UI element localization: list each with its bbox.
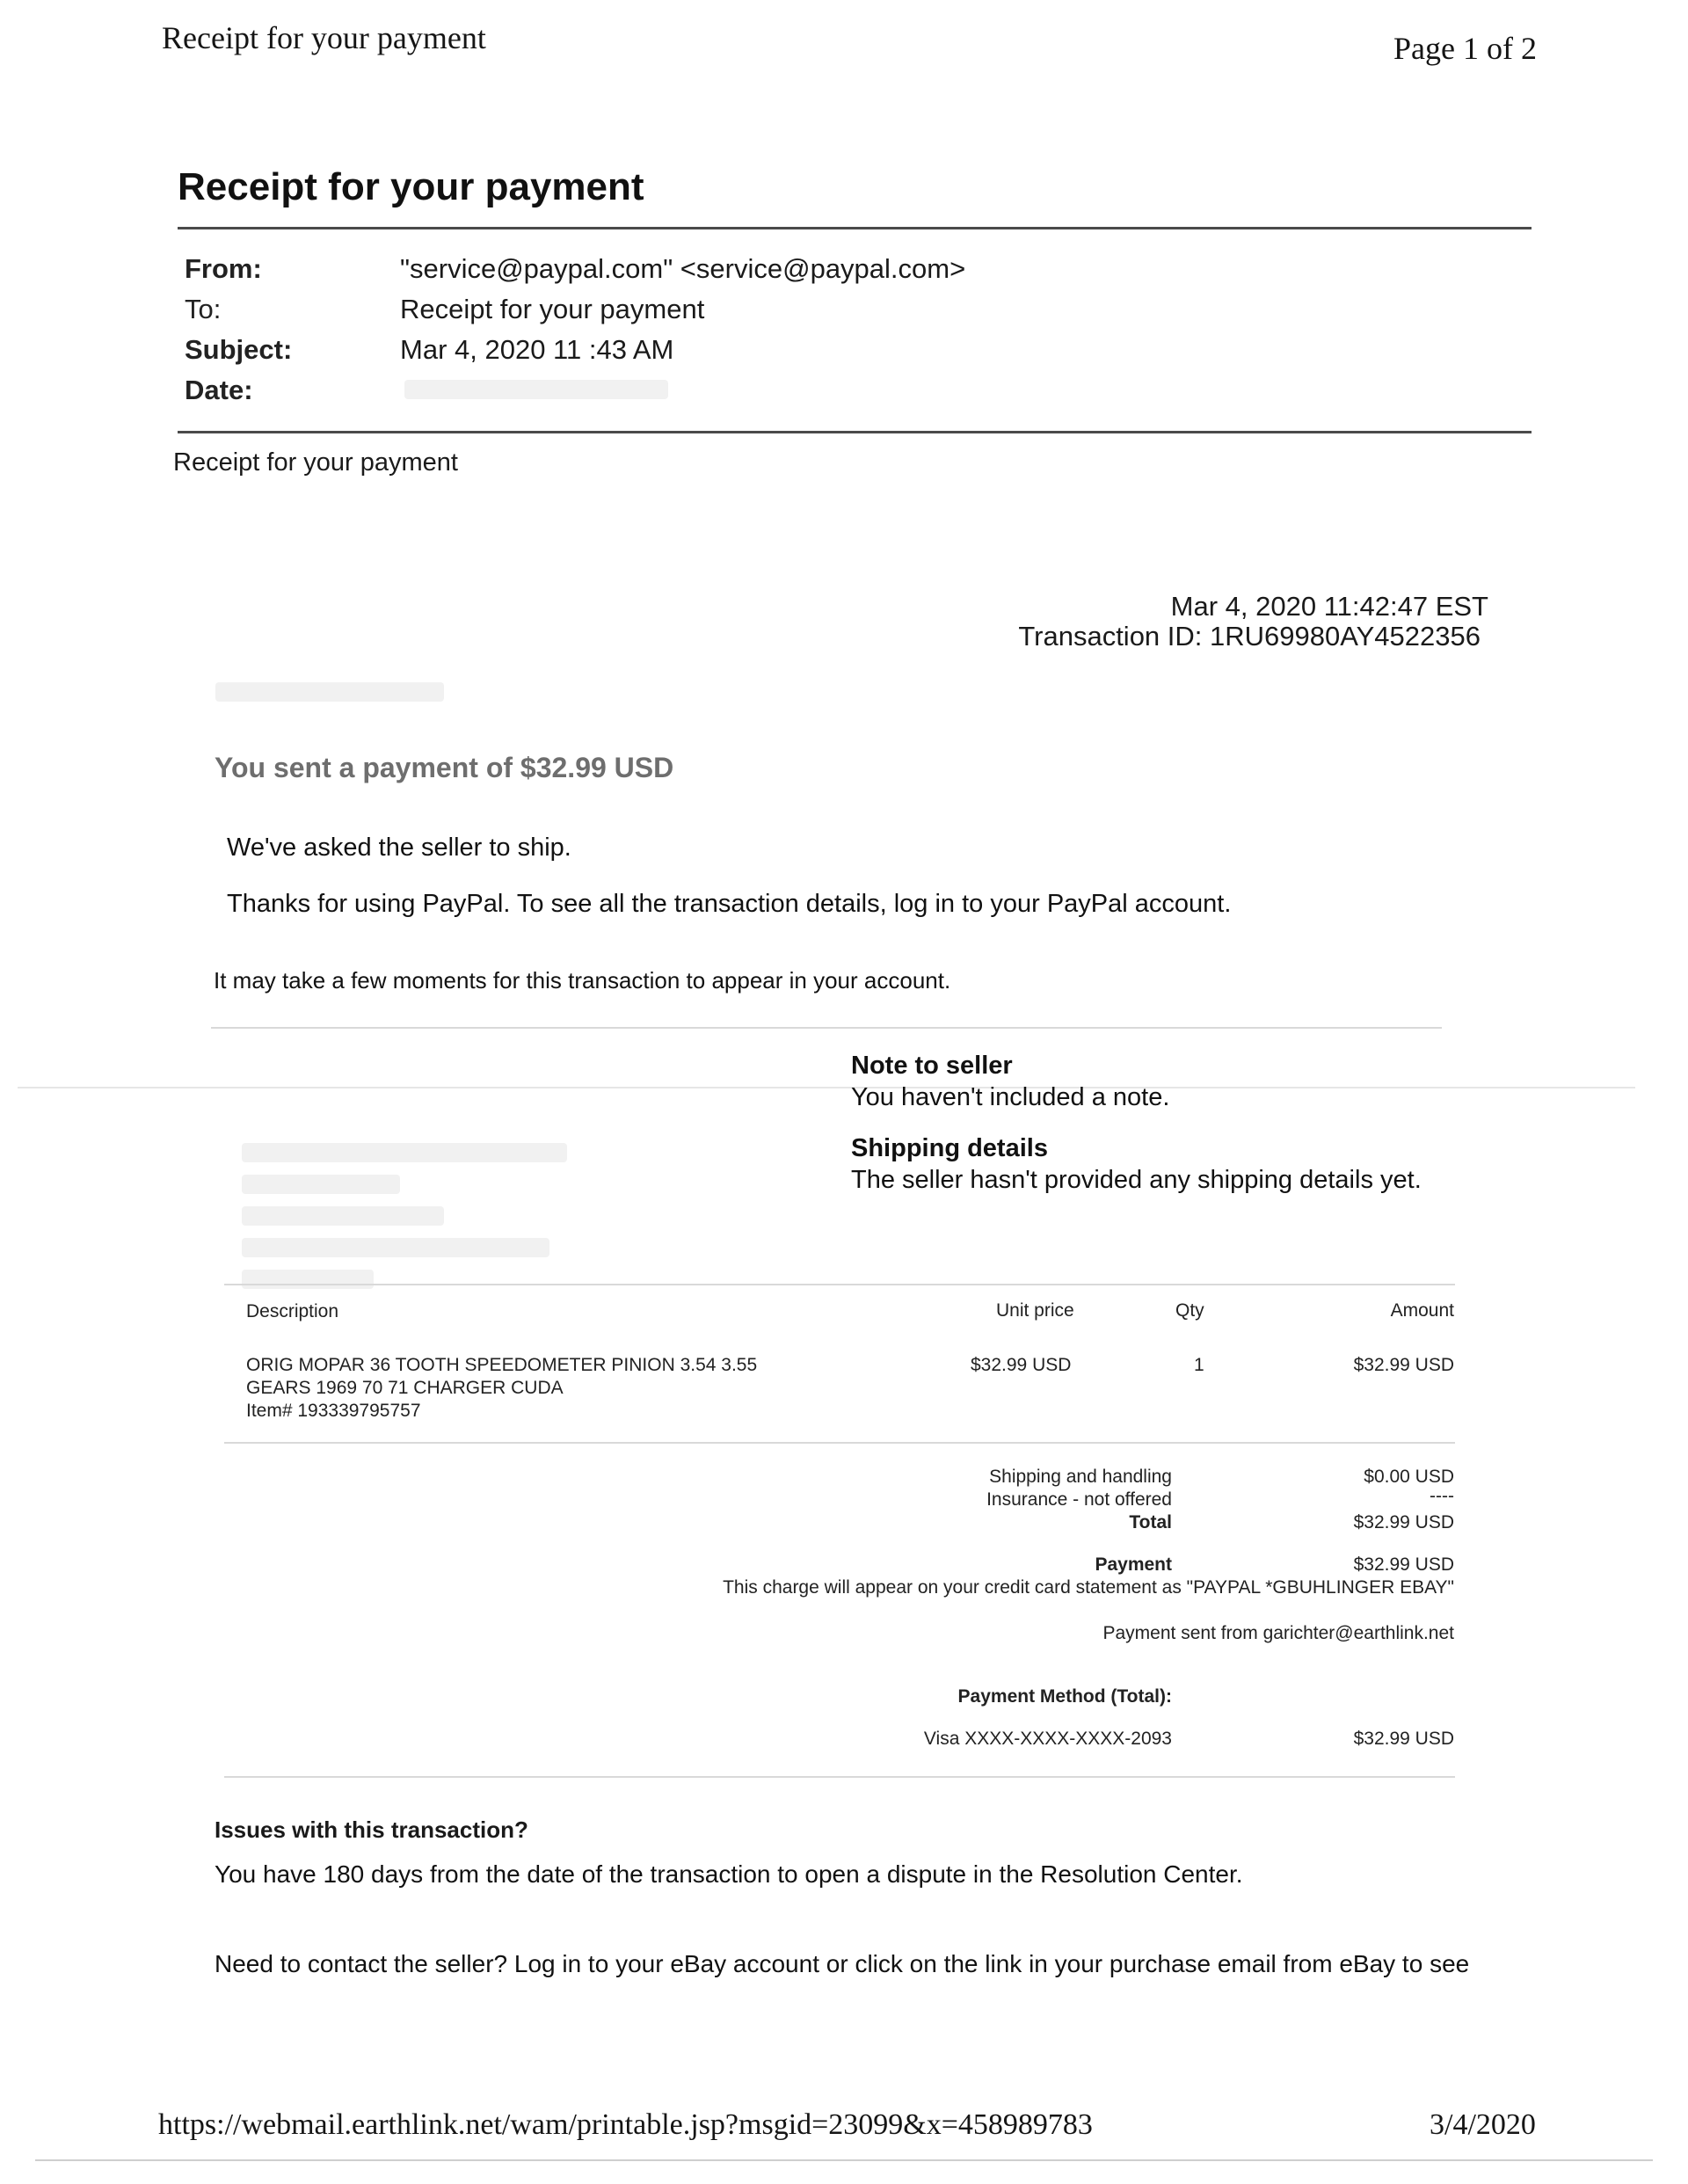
redacted-address-3 [242, 1206, 444, 1226]
total-value: $32.99 USD [1353, 1512, 1454, 1532]
subject-value: Mar 4, 2020 11 :43 AM [400, 334, 674, 365]
to-value: Receipt for your payment [400, 294, 705, 324]
redacted-address-1 [242, 1143, 567, 1162]
col-amount: Amount [1390, 1300, 1454, 1321]
header-top-rule [178, 227, 1532, 229]
print-footer-date: 3/4/2020 [1430, 2108, 1536, 2141]
payment-method-card: Visa XXXX-XXXX-XXXX-2093 [923, 1729, 1172, 1749]
item-description-line2: GEARS 1969 70 71 CHARGER CUDA [246, 1378, 564, 1398]
subject-line: Receipt for your payment [173, 448, 458, 477]
redacted-date [404, 380, 668, 399]
total-label: Total [1129, 1512, 1172, 1532]
insurance-value: ---- [1430, 1486, 1454, 1506]
transaction-id-label: Transaction ID: [1018, 621, 1203, 652]
redacted-address-4 [242, 1238, 549, 1257]
shipping-details-text: The seller hasn't provided any shipping details yet. [851, 1166, 1422, 1194]
shipping-value: $0.00 USD [1364, 1467, 1454, 1487]
transaction-id [1018, 621, 1481, 652]
payment-method-title: Payment Method (Total): [957, 1686, 1172, 1707]
payment-headline: You sent a payment of $32.99 USD [215, 752, 674, 783]
table-top-rule [224, 1284, 1455, 1285]
message-line-ship: We've asked the seller to ship. [227, 834, 571, 862]
transaction-id-value: 1RU69980AY4522356 [1210, 621, 1481, 652]
footer-scan-line [35, 2159, 1653, 2161]
message-line-thanks: Thanks for using PayPal. To see all the transaction details, log in to your PayPal account. [227, 890, 1232, 918]
col-description: Description [246, 1301, 339, 1321]
note-to-seller-text: You haven't included a note. [851, 1083, 1170, 1111]
statement-note: This charge will appear on your credit card statement as "PAYPAL *GBUHLINGER EBAY" [723, 1577, 1454, 1598]
item-amount: $32.99 USD [1353, 1355, 1454, 1375]
email-heading: Receipt for your payment [178, 165, 644, 208]
redacted-address-5 [242, 1270, 374, 1289]
payment-value: $32.99 USD [1353, 1554, 1454, 1575]
item-description-line1: ORIG MOPAR 36 TOOTH SPEEDOMETER PINION 3.54 3.55 [246, 1355, 758, 1375]
section-divider [211, 1027, 1442, 1029]
table-bottom-rule [224, 1442, 1455, 1444]
transaction-datetime: Mar 4, 2020 11:42:47 EST [1170, 591, 1488, 622]
redacted-greeting [215, 682, 444, 702]
shipping-label: Shipping and handling [989, 1467, 1172, 1487]
contact-seller-text: Need to contact the seller? Log in to your eBay account or click on the link in your purchase email from eBay to see [215, 1950, 1470, 1977]
insurance-label: Insurance - not offered [986, 1489, 1172, 1510]
from-label: From: [185, 253, 262, 284]
page-indicator: Page 1 of 2 [1393, 31, 1537, 66]
from-value: "service@paypal.com" <service@paypal.com> [400, 253, 966, 284]
shipping-details-title: Shipping details [851, 1134, 1048, 1162]
header-bottom-rule [178, 431, 1532, 433]
item-unit-price: $32.99 USD [971, 1355, 1072, 1375]
subject-label: Subject: [185, 334, 293, 365]
payment-sent-from: Payment sent from garichter@earthlink.net [1102, 1623, 1454, 1643]
issues-title: Issues with this transaction? [215, 1816, 528, 1843]
item-qty: 1 [1194, 1355, 1204, 1375]
scan-line [18, 1087, 1635, 1088]
totals-bottom-rule [224, 1776, 1455, 1778]
date-label: Date: [185, 375, 253, 405]
payment-label: Payment [1095, 1554, 1172, 1575]
redacted-address-2 [242, 1175, 400, 1194]
to-label: To: [185, 294, 222, 324]
message-line-delay: It may take a few moments for this transaction to appear in your account. [214, 967, 951, 994]
note-to-seller-title: Note to seller [851, 1052, 1013, 1080]
col-unit-price: Unit price [996, 1300, 1074, 1321]
print-header-title: Receipt for your payment [162, 20, 486, 55]
payment-method-amount: $32.99 USD [1353, 1729, 1454, 1749]
issues-text: You have 180 days from the date of the transaction to open a dispute in the Resolution Center. [215, 1860, 1243, 1888]
item-number: Item# 193339795757 [246, 1401, 421, 1421]
col-qty: Qty [1175, 1300, 1204, 1321]
print-footer-url: https://webmail.earthlink.net/wam/printable.jsp?msgid=23099&x=458989783 [158, 2108, 1093, 2141]
